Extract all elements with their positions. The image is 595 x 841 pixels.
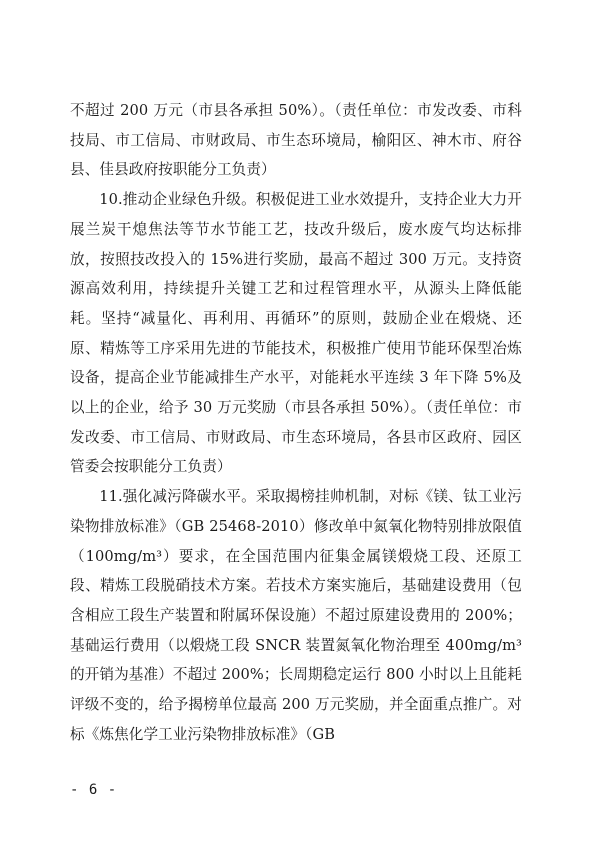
document-body — [70, 96, 522, 749]
paragraph-item-11: 11.强化减污降碳水平。采取揭榜挂帅机制，对标《镁、钛工业污染物排放标准》（GB 25468-2010）修改单中氮氧化物特别排放限值（100mg/m³）要求，在全国范围内征集金属镁煅烧工段、还原工段、精炼工段脱硝技术方案。若技术方案实施后，基础建设费用（包含相应工段生产装置和附属环保设施）不超过原建设费用的 200%；基础运行费用（以煅烧工段 SNCR 装置氮氧化物治理至 400mg/m³的开销为基准）不超过 200%；长周期稳定运行 800 小时以上且能耗评级不变的，给予揭榜单位最高 200 万元奖励，并全面重点推广。对标《炼焦化学工业污染物排放标准》（GB — [70, 488, 522, 743]
paragraph-continuation: 不超过 200 万元（市县各承担 50%）。（责任单位：市发改委、市科技局、市工信局、市财政局、市生态环境局，榆阳区、神木市、府谷县、佳县政府按职能分工负责） — [70, 102, 522, 179]
paragraph-item-10: 10.推动企业绿色升级。积极促进工业水效提升，支持企业大力开展兰炭干熄焦法等节水节能工艺，技改升级后，废水废气均达标排放，按照技改投入的 15%进行奖励，最高不超过 300 万元。支持资源高效利用，持续提升关键工艺和过程管理水平，从源头上降低能耗。坚持“减量化、再利用、再循环”的原则，鼓励企业在煅烧、还原、精炼等工序采用先进的节能技术，积极推广使用节能环保型冶炼设备，提高企业节能减排生产水平，对能耗水平连续 3 年下降 5%及以上的企业，给予 30 万元奖励（市县各承担 50%）。（责任单位：市发改委、市工信局、市财政局、市生态环境局，各县市区政府、园区管委会按职能分工负责） — [70, 191, 522, 476]
page-number: - 6 - — [70, 782, 118, 798]
